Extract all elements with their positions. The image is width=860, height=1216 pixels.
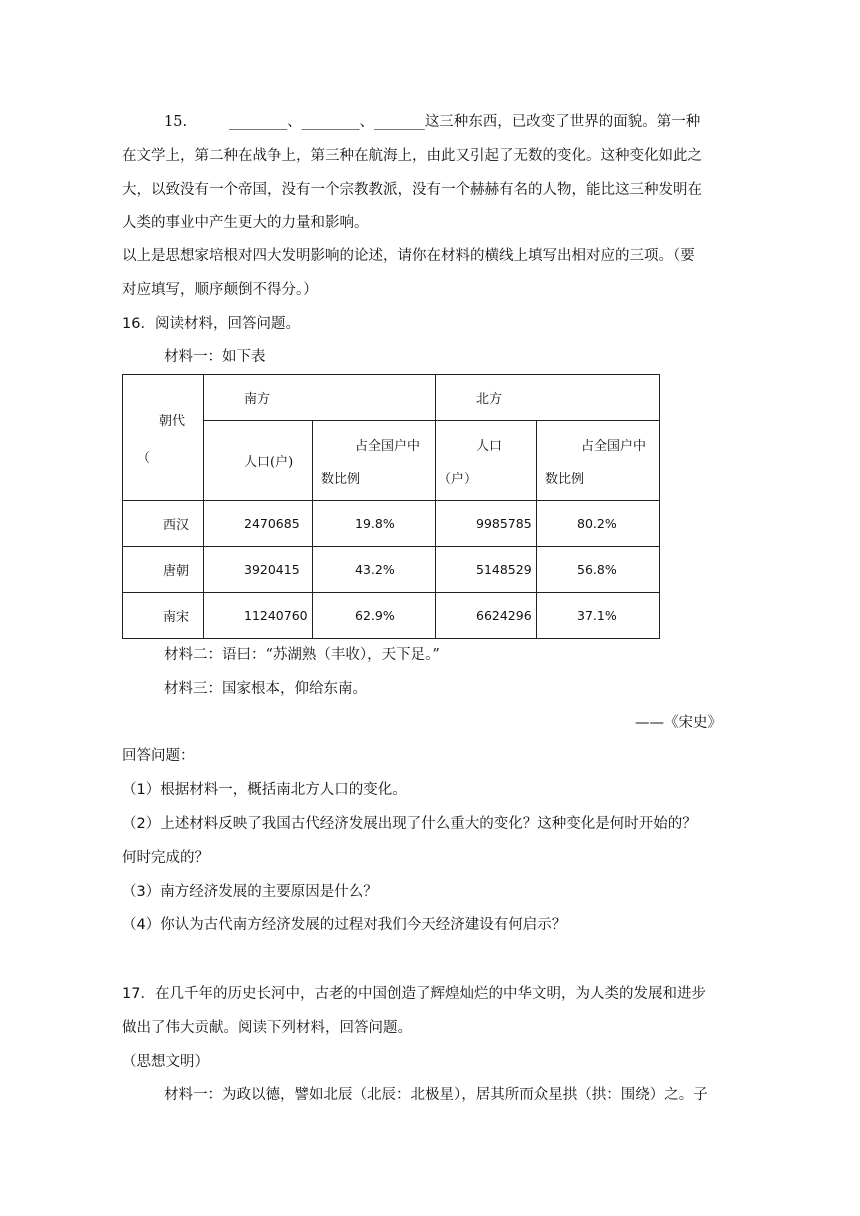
north-header: 北方 [476, 392, 503, 407]
north-pop-cell: 5148529 [476, 562, 532, 577]
q17-material1: 材料一：为政以德，譬如北辰（北辰：北极星），居其所而众星拱（拱：围绕）之。子 [164, 1087, 708, 1103]
north-pct-header-cell [537, 421, 660, 501]
q17-line1: 17．在几千年的历史长河中，古老的中国创造了辉煌灿烂的中华文明，为人类的发展和进步 [122, 986, 706, 1002]
south-pct-cell: 19.8% [355, 516, 395, 531]
dynasty-header-paren: （ [137, 450, 151, 466]
table-row [123, 501, 660, 547]
dynasty-cell: 南宋 [163, 610, 190, 625]
population-table [122, 374, 660, 639]
south-pct-cell: 62.9% [355, 608, 395, 623]
q15-blanks: ________、________、_______ [229, 114, 425, 130]
q15-line1-text: 这三种东西，已改变了世界的面貌。第一种 [424, 114, 701, 130]
south-pop-cell: 2470685 [244, 516, 300, 531]
north-pop-header-2: （户） [438, 471, 478, 487]
south-header: 南方 [244, 392, 271, 407]
north-pop-header-cell [436, 421, 537, 501]
q16-source: ——《宋史》 [635, 715, 722, 731]
north-pop-cell: 6624296 [476, 608, 532, 623]
q16-material1-label: 材料一：如下表 [164, 349, 266, 365]
q16-answer-label: 回答问题： [122, 748, 195, 764]
south-header-cell [204, 375, 436, 421]
q17-section-label: （思想文明） [122, 1054, 209, 1070]
q16-question2-line2: 何时完成的？ [122, 850, 209, 866]
south-pct-header-1: 占全国户中 [355, 438, 421, 454]
south-pct-header-cell [313, 421, 436, 501]
q16-question2-line1: （2）上述材料反映了我国古代经济发展出现了什么重大的变化？这种变化是何时开始的？ [122, 816, 697, 832]
north-pct-cell: 80.2% [577, 516, 617, 531]
south-pop-header: 人口(户) [244, 455, 294, 470]
dynasty-cell: 西汉 [163, 518, 190, 533]
dynasty-header-cell [123, 375, 204, 501]
north-pop-cell: 9985785 [476, 516, 532, 531]
q16-question3: （3）南方经济发展的主要原因是什么？ [122, 884, 378, 900]
south-pop-cell: 3920415 [244, 562, 300, 577]
north-header-cell [436, 375, 660, 421]
q15-line4: 人类的事业中产生更大的力量和影响。 [122, 215, 369, 231]
south-pop-cell: 11240760 [244, 608, 308, 623]
table-row [123, 547, 660, 593]
q15-instruction-line2: 对应填写，顺序颠倒不得分。） [122, 282, 318, 298]
q15-number: 15. [164, 114, 188, 130]
q16-material3: 材料三：国家根本，仰给东南。 [164, 681, 367, 697]
q16-question1: （1）根据材料一，概括南北方人口的变化。 [122, 782, 407, 798]
dynasty-cell: 唐朝 [163, 564, 190, 579]
north-pct-cell: 37.1% [577, 608, 617, 623]
q16-question4: （4）你认为古代南方经济发展的过程对我们今天经济建设有何启示？ [122, 917, 567, 933]
q16-title: 16．阅读材料，回答问题。 [122, 316, 300, 332]
south-pct-header-2: 数比例 [321, 471, 361, 487]
q17-line2: 做出了伟大贡献。阅读下列材料，回答问题。 [122, 1020, 412, 1036]
q15-line3: 大，以致没有一个帝国，没有一个宗教教派，没有一个赫赫有名的人物，能比这三种发明在 [122, 182, 702, 198]
q15-instruction-line1: 以上是思想家培根对四大发明影响的论述，请你在材料的横线上填写出相对应的三项。（要 [122, 248, 695, 264]
north-pop-header-1: 人口 [476, 438, 503, 454]
south-pop-header-cell [204, 421, 313, 501]
north-pct-header-1: 占全国户中 [581, 438, 647, 454]
south-pct-cell: 43.2% [355, 562, 395, 577]
q15-line1 [164, 112, 700, 132]
dynasty-header-label: 朝代 [159, 413, 186, 429]
table-row [123, 593, 660, 639]
q16-material2: 材料二：语曰：“苏湖熟（丰收），天下足。” [164, 647, 440, 663]
q15-line2: 在文学上，第二种在战争上，第三种在航海上，由此又引起了无数的变化。这种变化如此之 [122, 148, 702, 164]
north-pct-cell: 56.8% [577, 562, 617, 577]
north-pct-header-2: 数比例 [545, 471, 585, 487]
